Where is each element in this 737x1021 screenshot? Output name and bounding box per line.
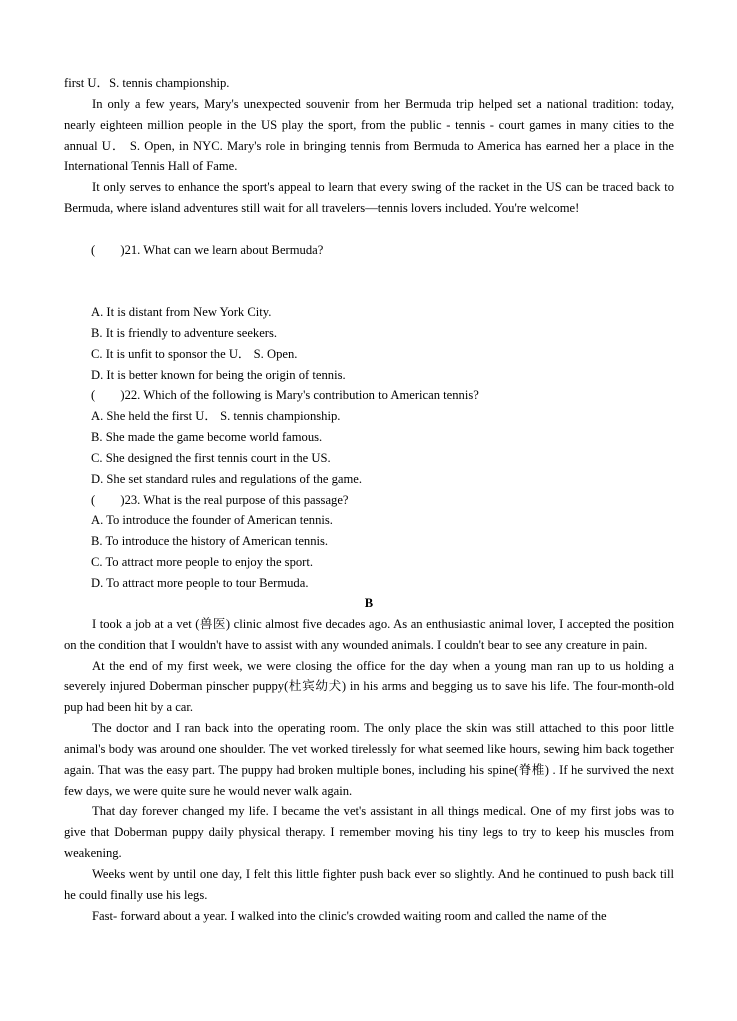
question-23-option-d: D. To attract more people to tour Bermuda.: [91, 575, 309, 590]
question-21-option-d: D. It is better known for being the origin of tennis.: [91, 367, 346, 382]
passage-b-paragraph: The doctor and I ran back into the operating room. The only place the skin was still attached to this poor little animal's body was around one shoulder. The vet worked tirelessly for what seemed like hours, sewing him back together again. That was the easy part. The puppy had broken multiple bones, including his spine(脊椎) . If he survived the next few days, we were quite sure he would never walk again.: [64, 721, 674, 798]
section-heading: B: [364, 596, 374, 610]
question-21: [64, 240, 674, 261]
passage-b-paragraph: At the end of my first week, we were closing the office for the day when a young man ran up to us holding a severely injured Doberman pinscher puppy(杜宾幼犬) in his arms and begging us to save his life. The four-month-old pup had been hit by a car.: [64, 658, 674, 715]
question-23-option-c: C. To attract more people to enjoy the sport.: [91, 555, 314, 570]
question-22-stem: ( )22. Which of the following is Mary's contribution to American tennis?: [91, 388, 479, 403]
passage-b: [64, 593, 674, 927]
passage-a: [64, 73, 674, 219]
question-23-option-b: B. To introduce the history of American tennis.: [91, 534, 329, 549]
question-21-option-c: C. It is unfit to sponsor the U． S. Open.: [91, 346, 298, 361]
question-22-option-d: D. She set standard rules and regulations of the game.: [91, 471, 363, 486]
passage-b-paragraph: Fast- forward about a year. I walked into the clinic's crowded waiting room and called the name of the: [92, 908, 607, 923]
question-23-stem: ( )23. What is the real purpose of this passage?: [91, 492, 349, 507]
question-22-option-b: B. She made the game become world famous.: [91, 430, 323, 445]
question-21-option-b: B. It is friendly to adventure seekers.: [91, 325, 278, 340]
passage-a-paragraph: In only a few years, Mary's unexpected souvenir from her Bermuda trip helped set a national tradition: today, nearly eighteen million people in the US play the sport, from the public - tennis - court games in many cities to the annual U． S. Open, in NYC. Mary's role in bringing tennis from Bermuda to America has earned her a place in the International Tennis Hall of Fame.: [64, 96, 674, 174]
questions-block: [64, 302, 674, 594]
question-21-stem: ( )21. What can we learn about Bermuda?: [91, 243, 324, 257]
passage-b-paragraph: That day forever changed my life. I became the vet's assistant in all things medical. One of my first jobs was to give that Doberman puppy daily physical therapy. I remember moving his tiny legs to try to keep his muscles from weakening.: [64, 804, 674, 861]
question-22-option-c: C. She designed the first tennis court in the US.: [91, 450, 331, 465]
question-23-option-a: A. To introduce the founder of American tennis.: [91, 513, 333, 528]
passage-b-paragraph: I took a job at a vet (兽医) clinic almost five decades ago. As an enthusiastic animal lover, I accepted the position on the condition that I wouldn't have to assist with any wounded animals. I couldn't bear to see any creature in pain.: [64, 616, 674, 652]
passage-a-continuation: first U．S. tennis championship.: [64, 76, 230, 90]
question-22-option-a: A. She held the first U． S. tennis championship.: [91, 409, 341, 424]
question-21-option-a: A. It is distant from New York City.: [91, 305, 272, 319]
passage-a-paragraph: It only serves to enhance the sport's appeal to learn that every swing of the racket in the US can be traced back to Bermuda, where island adventures still wait for all travelers—tennis lovers included. You're welcome!: [64, 180, 674, 216]
passage-b-paragraph: Weeks went by until one day, I felt this little fighter push back ever so slightly. And he continued to push back till he could finally use his legs.: [64, 866, 674, 902]
